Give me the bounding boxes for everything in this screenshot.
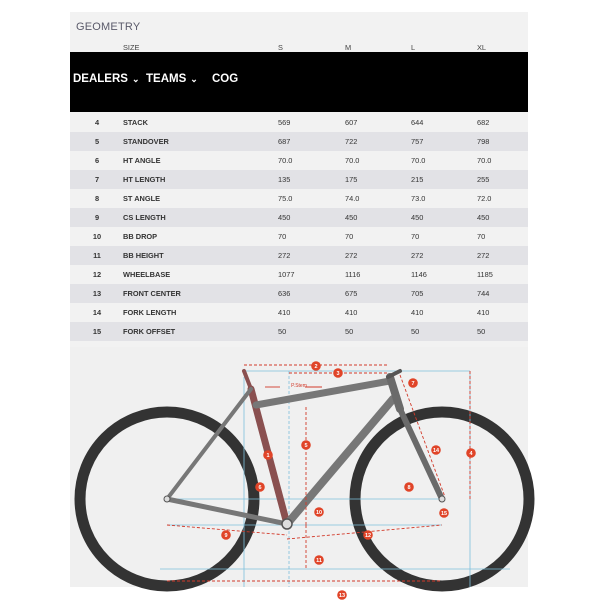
row-name: HT LENGTH: [123, 175, 166, 184]
table-row: [70, 208, 528, 227]
row-name: STACK: [123, 118, 148, 127]
row-name: FRONT CENTER: [123, 289, 181, 298]
table-row: [70, 265, 528, 284]
callout-label: 10: [315, 510, 323, 516]
value-s: 75.0: [278, 194, 293, 203]
value-m: 1116: [345, 270, 361, 279]
value-l: 757: [411, 137, 424, 146]
row-number: 8: [94, 194, 100, 203]
row-name: ST ANGLE: [123, 194, 161, 203]
value-m: 675: [345, 289, 358, 298]
callout-label: 13: [338, 593, 346, 599]
row-name: BB DROP: [123, 232, 158, 241]
value-m: 722: [345, 137, 358, 146]
value-m: 410: [345, 308, 358, 317]
table-row: [70, 322, 528, 341]
value-s: 1077: [278, 270, 295, 279]
header-s: S: [278, 43, 283, 52]
callout-label: 11: [316, 558, 322, 564]
callout-label: 14: [432, 448, 440, 454]
row-number: 11: [93, 251, 101, 260]
value-s: 410: [278, 308, 291, 317]
chevron-down-icon: ⌄: [131, 74, 140, 84]
value-s: 70: [278, 232, 287, 241]
value-m: 50: [345, 327, 354, 336]
value-xl: 50: [477, 327, 486, 336]
row-number: 5: [94, 137, 100, 146]
callout-label: 8: [407, 485, 411, 491]
value-s: 569: [278, 118, 291, 127]
value-xl: 744: [477, 289, 490, 298]
table-row: [70, 284, 528, 303]
value-s: 272: [278, 251, 291, 260]
callout-label: 2: [314, 364, 318, 370]
value-s: 70.0: [278, 156, 293, 165]
value-s: 636: [278, 289, 291, 298]
callout-12: [363, 530, 373, 540]
front-hub: [439, 496, 445, 502]
nav-cog[interactable]: [212, 73, 238, 85]
callout-label: 15: [440, 511, 448, 517]
value-l: 644: [411, 118, 424, 127]
row-name: WHEELBASE: [123, 270, 171, 279]
header-m: M: [345, 43, 352, 52]
callout-label: 1: [266, 453, 270, 459]
table-row: [70, 303, 528, 322]
section-title: GEOMETRY: [76, 21, 141, 33]
value-s: 50: [278, 327, 287, 336]
value-m: 450: [345, 213, 358, 222]
bike-geometry-diagram: [70, 347, 528, 599]
callout-13: [337, 590, 347, 600]
row-name: FORK LENGTH: [123, 308, 177, 317]
table-row: [70, 170, 528, 189]
geometry-panel: [70, 12, 528, 599]
row-number: 9: [94, 213, 100, 222]
rear-hub: [164, 496, 170, 502]
value-xl: 272: [477, 251, 490, 260]
value-m: 70: [345, 232, 354, 241]
table-row: [70, 189, 528, 208]
value-m: 74.0: [345, 194, 360, 203]
value-xl: 682: [477, 118, 490, 127]
value-s: 687: [278, 137, 291, 146]
value-xl: 450: [477, 213, 490, 222]
nav-dealers-label: DEALERS: [73, 73, 128, 85]
row-name: FORK OFFSET: [123, 327, 176, 336]
value-xl: 70.0: [477, 156, 492, 165]
callout-label: 6: [258, 485, 262, 491]
row-number: 7: [94, 175, 100, 184]
value-l: 215: [411, 175, 424, 184]
row-number: 12: [92, 270, 102, 279]
callout-8: [404, 482, 414, 492]
callout-2: [311, 361, 321, 371]
chevron-down-icon: ⌄: [190, 74, 198, 84]
bottom-bracket: [282, 519, 292, 529]
callout-label: 7: [411, 381, 415, 387]
table-row: [70, 227, 528, 246]
value-xl: 410: [477, 308, 490, 317]
row-name: CS LENGTH: [123, 213, 166, 222]
row-name: STANDOVER: [123, 137, 169, 146]
value-m: 272: [345, 251, 358, 260]
callout-15: [439, 508, 449, 518]
callout-3: [333, 368, 343, 378]
row-name: HT ANGLE: [123, 156, 161, 165]
value-xl: 255: [477, 175, 490, 184]
header-l: L: [411, 43, 416, 52]
nav-teams-label: TEAMS: [146, 73, 187, 85]
value-l: 73.0: [411, 194, 426, 203]
callout-4: [466, 448, 476, 458]
nav-cog-label: COG: [212, 73, 239, 85]
callout-label: 4: [469, 451, 473, 457]
value-l: 70: [411, 232, 420, 241]
table-row: [70, 246, 528, 265]
row-number: 4: [94, 118, 100, 127]
value-l: 1146: [411, 270, 427, 279]
value-s: 450: [278, 213, 291, 222]
callout-1: [263, 450, 273, 460]
row-number: 13: [92, 289, 102, 298]
row-number: 14: [92, 308, 102, 317]
value-l: 705: [411, 289, 424, 298]
value-xl: 72.0: [477, 194, 492, 203]
table-row: [70, 132, 528, 151]
callout-11: [314, 555, 324, 565]
value-l: 50: [411, 327, 420, 336]
callout-label: 3: [336, 371, 340, 377]
nav-teams[interactable]: [146, 73, 198, 85]
value-xl: 798: [477, 137, 490, 146]
header-xl: XL: [477, 43, 487, 52]
callout-10: [314, 507, 324, 517]
callout-9: [221, 530, 231, 540]
table-row: [70, 113, 528, 132]
value-l: 410: [411, 308, 424, 317]
callout-5: [301, 440, 311, 450]
row-number: 15: [92, 327, 102, 336]
callout-14: [431, 445, 441, 455]
callout-7: [408, 378, 418, 388]
callout-label: 12: [364, 533, 372, 539]
nav-dealers[interactable]: [73, 73, 140, 85]
value-xl: 70: [477, 232, 486, 241]
value-m: 70.0: [345, 156, 360, 165]
row-name: BB HEIGHT: [123, 251, 164, 260]
value-l: 70.0: [411, 156, 426, 165]
row-number: 6: [94, 156, 100, 165]
site-navbar: [70, 52, 528, 112]
value-l: 450: [411, 213, 424, 222]
value-m: 175: [345, 175, 358, 184]
header-size: SIZE: [123, 43, 140, 52]
value-m: 607: [345, 118, 358, 127]
callout-label: 5: [304, 443, 308, 449]
callout-6: [255, 482, 265, 492]
table-row: [70, 151, 528, 170]
callout-label: 9: [224, 533, 228, 539]
value-xl: 1185: [477, 270, 493, 279]
value-s: 135: [278, 175, 291, 184]
row-number: 10: [92, 232, 102, 241]
frame-axis-label: P.Stem: [291, 383, 307, 389]
value-l: 272: [411, 251, 424, 260]
